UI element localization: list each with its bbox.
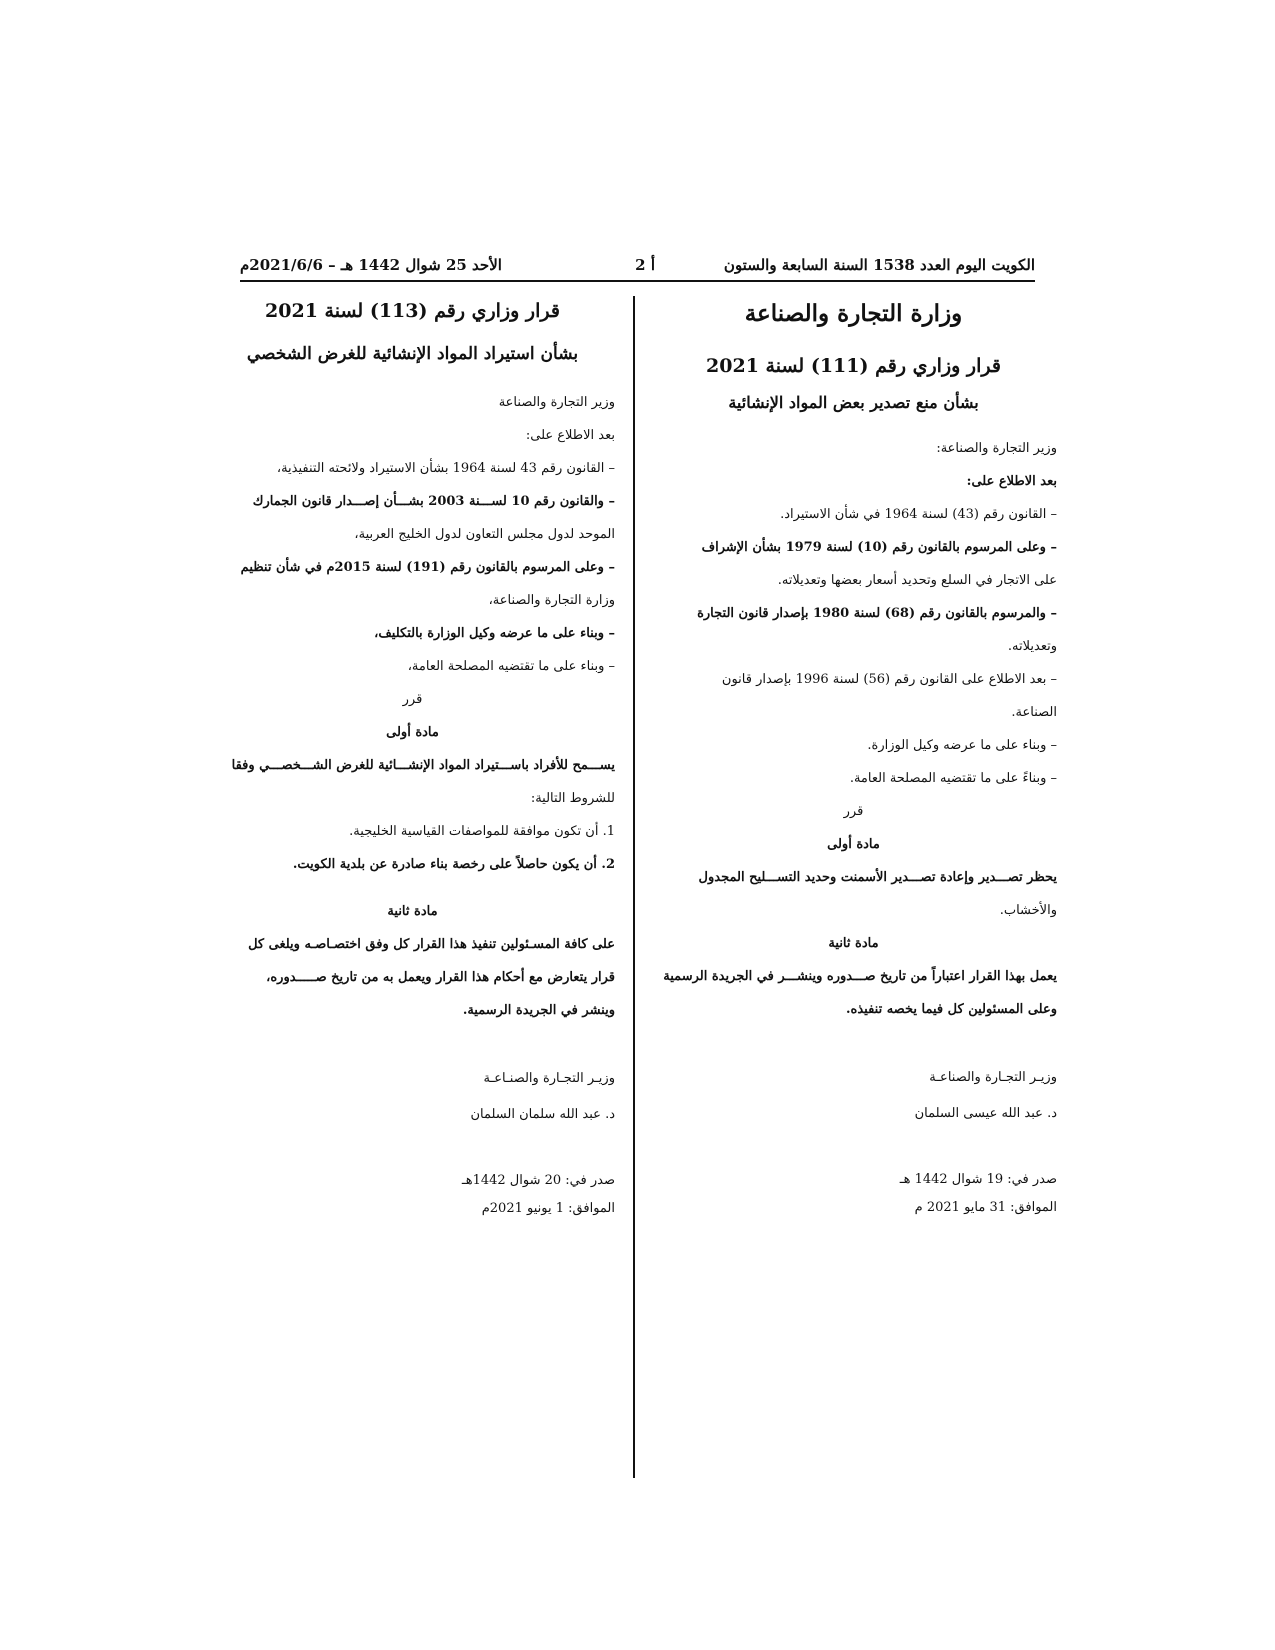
review-line: – وبناء على ما تقتضيه المصلحة العامة، bbox=[407, 659, 615, 674]
decree-113-column bbox=[210, 300, 615, 1223]
issued-hijri-date: صدر في: 20 شوال 1442هـ bbox=[461, 1173, 615, 1188]
review-line: على الاتجار في السلع وتحديد أسعار بعضها وتعديلاته. bbox=[777, 573, 1057, 588]
article-1-text: للشروط التالية: bbox=[530, 791, 615, 806]
article-2-text: وعلى المسئولين كل فيما يخصه تنفيذه. bbox=[845, 1002, 1057, 1017]
review-line: – وبناء على ما عرضه وكيل الوزارة. bbox=[867, 738, 1057, 753]
review-line: – القانون رقم 43 لسنة 1964 بشأن الاستيراد ولائحته التنفيذية، bbox=[276, 461, 615, 476]
review-line: – وبناء على ما عرضه وكيل الوزارة بالتكليف، bbox=[374, 626, 615, 641]
review-intro: بعد الاطلاع على: bbox=[966, 474, 1057, 489]
issuer: وزير التجارة والصناعة bbox=[498, 395, 615, 410]
issued-gregorian-date: الموافق: 31 مايو 2021 م bbox=[914, 1200, 1057, 1215]
review-line: – والمرسوم بالقانون رقم (68) لسنة 1980 بإصدار قانون التجارة bbox=[697, 606, 1057, 621]
decree-111-column bbox=[650, 300, 1057, 1222]
review-line: الموحد لدول مجلس التعاون لدول الخليج العربية، bbox=[354, 527, 615, 542]
review-line: – والقانون رقم 10 لســـنة 2003 بشـــأن إصـــدار قانون الجمارك bbox=[252, 494, 615, 509]
decree-subject: بشأن استيراد المواد الإنشائية للغرض الشخصي bbox=[246, 344, 579, 364]
decided-label: قرر bbox=[402, 692, 423, 707]
article-2-text: وينشر في الجريدة الرسمية. bbox=[462, 1003, 615, 1018]
signature-name: د. عبد الله عيسى السلمان bbox=[914, 1106, 1057, 1121]
issued-gregorian-date: الموافق: 1 يونيو 2021م bbox=[481, 1201, 615, 1216]
review-line: – وبناءً على ما تقتضيه المصلحة العامة. bbox=[849, 771, 1057, 786]
review-line: – وعلى المرسوم بالقانون رقم (191) لسنة 2015م في شأن تنظيم bbox=[240, 560, 615, 575]
article-1-title: مادة أولى bbox=[827, 837, 880, 852]
article-1-title: مادة أولى bbox=[386, 725, 439, 740]
decree-title: قرار وزاري رقم (113) لسنة 2021 bbox=[265, 300, 560, 322]
review-line: – وعلى المرسوم بالقانون رقم (10) لسنة 1979 بشأن الإشراف bbox=[701, 540, 1057, 555]
header-date: الأحد 25 شوال 1442 هـ – 2021/6/6م bbox=[240, 256, 502, 274]
article-2-text: قرار يتعارض مع أحكام هذا القرار ويعمل به من تاريخ صـــــدوره، bbox=[266, 970, 615, 985]
signature-title: وزيـر التجـارة والصناعـة bbox=[929, 1070, 1057, 1085]
ministry-heading: وزارة التجارة والصناعة bbox=[744, 300, 963, 327]
review-line: وتعديلاته. bbox=[1007, 639, 1057, 654]
review-line: – بعد الاطلاع على القانون رقم (56) لسنة 1996 بإصدار قانون bbox=[721, 672, 1057, 687]
header-page-number: أ 2 bbox=[635, 256, 655, 274]
article-1-text: يحظر تصـــدير وإعادة تصـــدير الأسمنت وحديد التســـليح المجدول bbox=[698, 870, 1057, 885]
article-2-title: مادة ثانية bbox=[828, 936, 879, 951]
review-intro: بعد الاطلاع على: bbox=[525, 428, 615, 443]
article-1-condition: 1. أن تكون موافقة للمواصفات القياسية الخليجية. bbox=[349, 824, 615, 839]
decree-subject: بشأن منع تصدير بعض المواد الإنشائية bbox=[728, 393, 979, 412]
article-1-text: والأخشاب. bbox=[999, 903, 1057, 918]
article-1-condition: 2. أن يكون حاصلاً على رخصة بناء صادرة عن بلدية الكويت. bbox=[292, 857, 615, 872]
decree-title: قرار وزاري رقم (111) لسنة 2021 bbox=[706, 355, 1001, 377]
review-line: – القانون رقم (43) لسنة 1964 في شأن الاستيراد. bbox=[780, 507, 1057, 522]
signature-name: د. عبد الله سلمان السلمان bbox=[470, 1107, 615, 1122]
decided-label: قرر bbox=[843, 804, 864, 819]
issued-hijri-date: صدر في: 19 شوال 1442 هـ bbox=[899, 1172, 1057, 1187]
column-divider bbox=[633, 296, 635, 1478]
article-2-title: مادة ثانية bbox=[387, 904, 438, 919]
header-issue: الكويت اليوم العدد 1538 السنة السابعة والستون bbox=[723, 256, 1035, 274]
signature-title: وزيـر التجـارة والصنـاعـة bbox=[483, 1071, 615, 1086]
review-line: الصناعة. bbox=[1011, 705, 1057, 720]
article-2-text: على كافة المسـئولين تنفيذ هذا القرار كل وفق اختصـاصـه ويلغى كل bbox=[248, 937, 615, 952]
article-2-text: يعمل بهذا القرار اعتباراً من تاريخ صـــدوره وينشـــر في الجريدة الرسمية bbox=[663, 969, 1057, 984]
page-header bbox=[240, 252, 1035, 282]
article-1-text: يســـمح للأفراد باســـتيراد المواد الإنشـــائية للغرض الشـــخصـــي وفقا bbox=[231, 758, 615, 773]
issuer: وزير التجارة والصناعة: bbox=[936, 441, 1057, 456]
review-line: وزارة التجارة والصناعة، bbox=[488, 593, 615, 608]
